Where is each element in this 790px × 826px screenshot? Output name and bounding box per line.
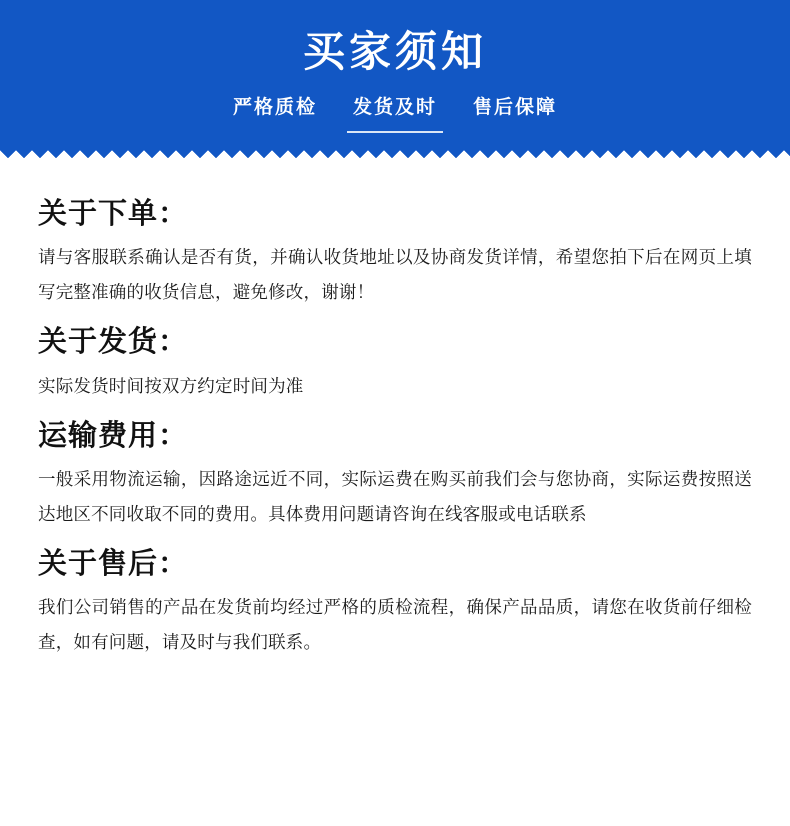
section-heading: 关于发货： [38,326,189,359]
section-body: 实际发货时间按双方约定时间为准 [38,375,304,396]
banner-subtitle-item-3: 售后保障 [473,97,558,119]
section-body: 一般采用物流运输，因路途远近不同，实际运费在购买前我们会与您协商，实际运费按照送达地区不同收取不同的费用。具体费用问题请咨询在线客服或电话联系 [38,468,752,524]
banner-subtitle-item-2: 发货及时 [352,97,437,119]
section-heading: 关于售后： [38,547,189,580]
section-heading: 运输费用： [38,419,189,452]
section-after-sales [38,546,752,660]
banner-subtitle-item-1: 严格质检 [232,97,317,119]
section-freight [38,418,752,532]
banner-divider [347,131,443,133]
banner-zigzag-edge [0,146,790,160]
section-body: 我们公司销售的产品在发货前均经过严格的质检流程，确保产品品质，请您在收货前仔细检查，如有问题，请及时与我们联系。 [38,597,752,652]
section-ordering [38,196,752,310]
header-banner-content [0,0,790,133]
section-shipping [38,324,752,403]
banner-subtitle-list [0,92,790,119]
section-body: 请与客服联系确认是否有货，并确认收货地址以及协商发货详情，希望您拍下后在网页上填写完整准确的收货信息，避免修改，谢谢！ [38,247,752,303]
page-title: 买家须知 [302,28,487,75]
notice-content [0,160,790,660]
section-heading: 关于下单： [38,198,189,230]
header-banner [0,0,790,160]
